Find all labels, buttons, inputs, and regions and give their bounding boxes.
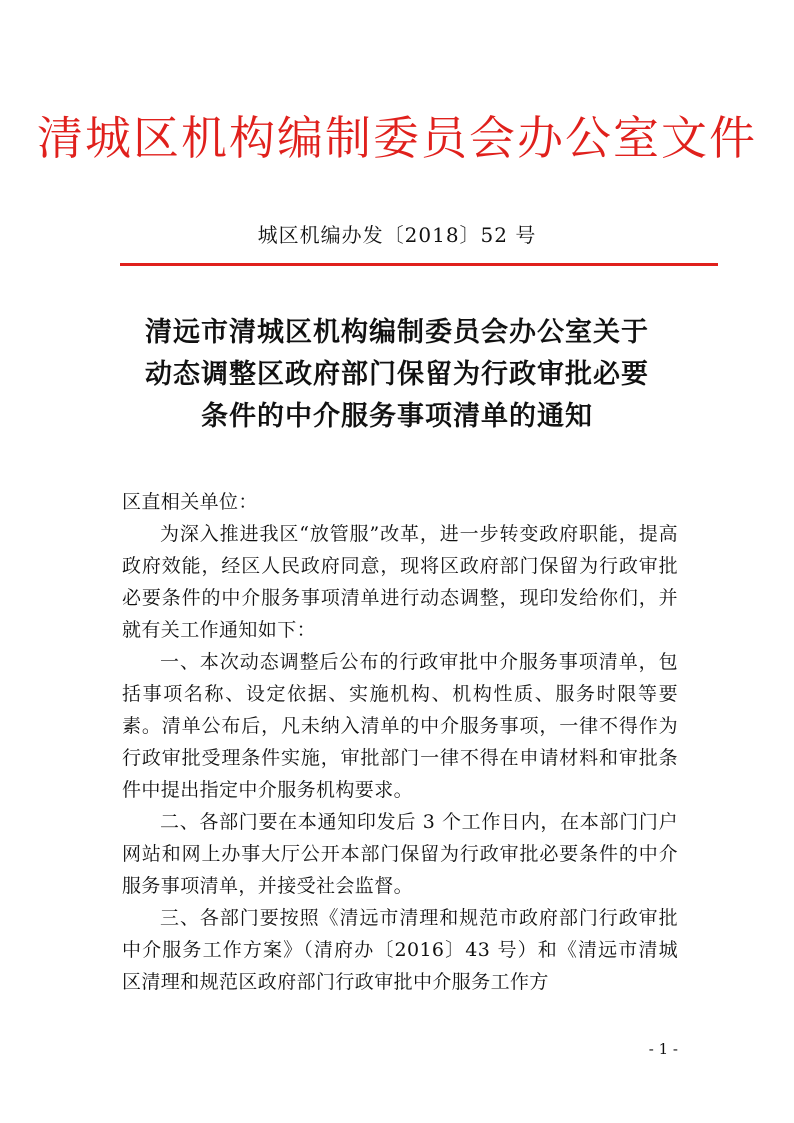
body-paragraph-intro: 为深入推进我区“放管服”改革，进一步转变政府职能，提高政府效能，经区人民政府同意，现将区政府部门保留为行政审批必要条件的中介服务事项清单进行动态调整，现印发给你们，并就有关工作通知如下： bbox=[122, 523, 678, 641]
notice-title-line-1: 清远市清城区机构编制委员会办公室关于 bbox=[145, 317, 649, 348]
document-number: 城区机编办发〔2018〕52 号 bbox=[257, 223, 537, 247]
page-number: - 1 - bbox=[648, 1040, 678, 1058]
notice-title-line-3: 条件的中介服务事项清单的通知 bbox=[201, 401, 593, 432]
body-paragraph-3: 三、各部门要按照《清远市清理和规范市政府部门行政审批中介服务工作方案》（清府办〔2016〕43 号）和《清远市清城区清理和规范区政府部门行政审批中介服务工作方 bbox=[122, 907, 678, 993]
document-header-title: 清城区机构编制委员会办公室文件 bbox=[37, 111, 757, 165]
notice-title-line-2: 动态调整区政府部门保留为行政审批必要 bbox=[145, 359, 649, 390]
body-paragraph-2: 二、各部门要在本通知印发后 3 个工作日内，在本部门门户网站和网上办事大厅公开本部门保留为行政审批必要条件的中介服务事项清单，并接受社会监督。 bbox=[122, 811, 678, 897]
notice-title bbox=[110, 312, 684, 438]
salutation: 区直相关单位： bbox=[122, 491, 258, 513]
notice-body bbox=[122, 486, 678, 998]
body-paragraph-1: 一、本次动态调整后公布的行政审批中介服务事项清单，包括事项名称、设定依据、实施机构、机构性质、服务时限等要素。清单公布后，凡未纳入清单的中介服务事项，一律不得作为行政审批受理条件实施，审批部门一律不得在申请材料和审批条件中提出指定中介服务机构要求。 bbox=[122, 651, 678, 801]
red-divider-line bbox=[120, 263, 718, 266]
